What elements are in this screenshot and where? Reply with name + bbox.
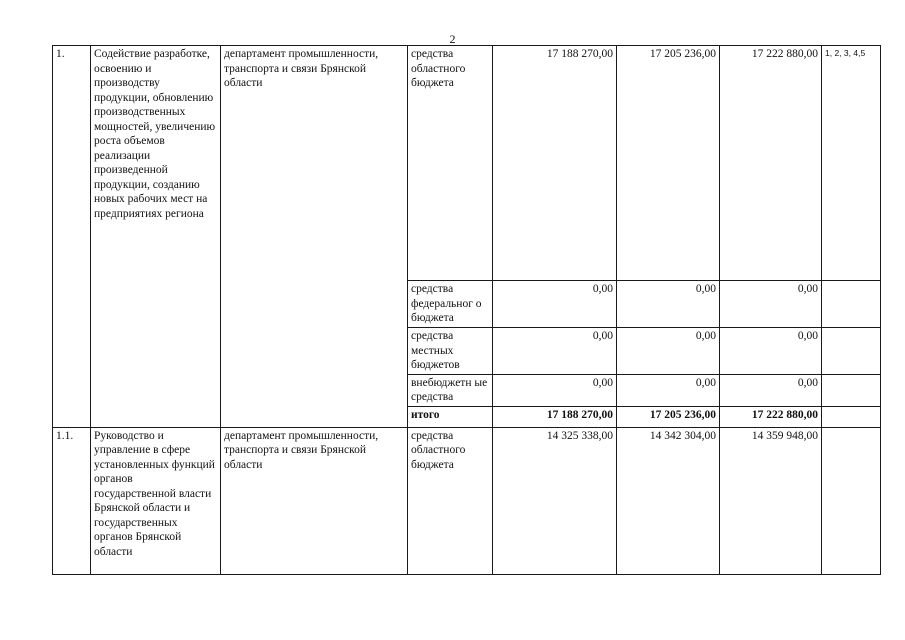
source-name: средства областного бюджета bbox=[408, 427, 493, 574]
amount-year-2: 17 205 236,00 bbox=[617, 46, 720, 281]
measure-title: Содействие разработке, освоению и производству продукции, обновлению производственных мощностей, увеличению роста объемов реализации произведенной продукции, созданию новых рабочих мест на предприятиях региона bbox=[91, 46, 221, 428]
total-year-1: 17 188 270,00 bbox=[493, 406, 617, 427]
amount-year-2: 14 342 304,00 bbox=[617, 427, 720, 574]
amount-year-2: 0,00 bbox=[617, 374, 720, 406]
indicator-refs bbox=[822, 281, 881, 328]
amount-year-2: 0,00 bbox=[617, 328, 720, 375]
page-number: 2 bbox=[449, 32, 456, 46]
indicator-refs: 1, 2, 3, 4,5 bbox=[822, 46, 881, 281]
table-row bbox=[53, 46, 881, 281]
measure-title: Руководство и управление в сфере установленных функций органов государственной власти Брянской области и государственных органов Брянской области bbox=[91, 427, 221, 574]
total-year-3: 17 222 880,00 bbox=[720, 406, 822, 427]
amount-year-1: 17 188 270,00 bbox=[493, 46, 617, 281]
row-index: 1. bbox=[53, 46, 91, 428]
total-year-2: 17 205 236,00 bbox=[617, 406, 720, 427]
source-name: внебюджетн ые средства bbox=[408, 374, 493, 406]
amount-year-3: 0,00 bbox=[720, 281, 822, 328]
amount-year-1: 0,00 bbox=[493, 374, 617, 406]
executor-cell: департамент промышленности, транспорта и связи Брянской области bbox=[221, 46, 408, 428]
source-name: средства местных бюджетов bbox=[408, 328, 493, 375]
amount-year-3: 17 222 880,00 bbox=[720, 46, 822, 281]
indicator-refs bbox=[822, 427, 881, 574]
indicator-refs bbox=[822, 406, 881, 427]
amount-year-1: 0,00 bbox=[493, 281, 617, 328]
amount-year-3: 0,00 bbox=[720, 328, 822, 375]
amount-year-2: 0,00 bbox=[617, 281, 720, 328]
indicator-refs bbox=[822, 328, 881, 375]
amount-year-1: 14 325 338,00 bbox=[493, 427, 617, 574]
amount-year-3: 14 359 948,00 bbox=[720, 427, 822, 574]
amount-year-3: 0,00 bbox=[720, 374, 822, 406]
amount-year-1: 0,00 bbox=[493, 328, 617, 375]
source-name: средства федеральног о бюджета bbox=[408, 281, 493, 328]
indicator-refs bbox=[822, 374, 881, 406]
executor-cell: департамент промышленности, транспорта и связи Брянской области bbox=[221, 427, 408, 574]
table-row bbox=[53, 427, 881, 574]
source-name: средства областного бюджета bbox=[408, 46, 493, 281]
source-name-total: итого bbox=[408, 406, 493, 427]
row-index: 1.1. bbox=[53, 427, 91, 574]
budget-table bbox=[52, 45, 881, 575]
